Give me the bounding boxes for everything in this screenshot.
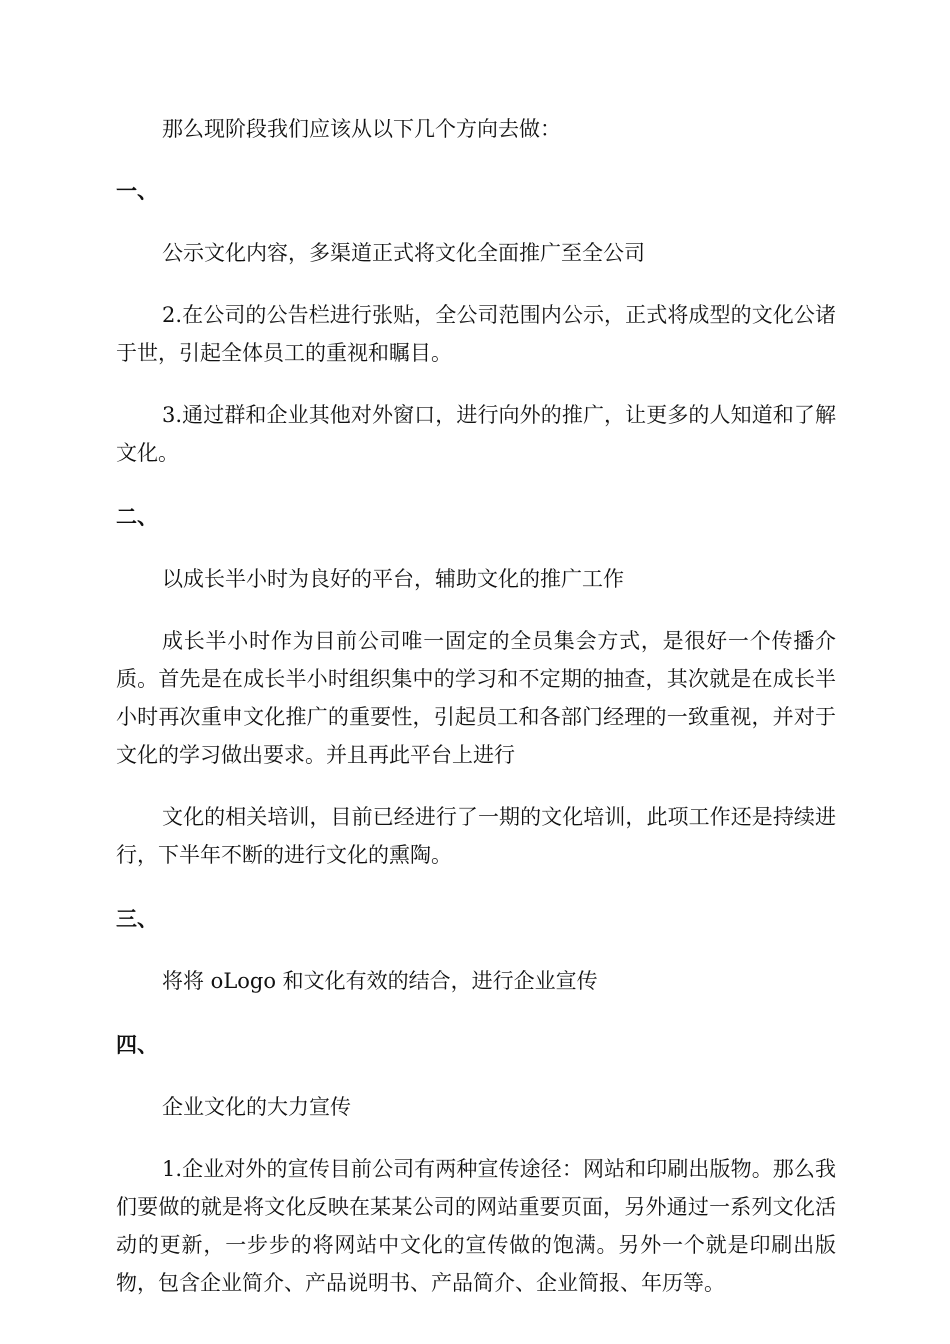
section-heading-4: 四、: [116, 1033, 158, 1057]
document-page: [116, 110, 836, 1302]
section-heading-3: 三、: [116, 907, 158, 931]
section-4-paragraph-1: 企业文化的大力宣传: [162, 1095, 351, 1119]
section-1-paragraph-1: 公示文化内容，多渠道正式将文化全面推广至全公司: [162, 241, 645, 265]
section-3-paragraph-1: 将将 oLogo 和文化有效的结合，进行企业宣传: [162, 969, 598, 993]
section-heading-1: 一、: [116, 179, 158, 203]
section-4-paragraph-2: 1.企业对外的宣传目前公司有两种宣传途径：网站和印刷出版物。那么我们要做的就是将文化反映在某某公司的网站重要页面，另外通过一系列文化活动的更新，一步步的将网站中文化的宣传做的饱满。另外一个就是印刷出版物，包含企业简介、产品说明书、产品简介、企业简报、年历等。: [116, 1157, 836, 1295]
section-heading-2: 二、: [116, 505, 158, 529]
section-2-paragraph-2: 成长半小时作为目前公司唯一固定的全员集会方式，是很好一个传播介质。首先是在成长半小时组织集中的学习和不定期的抽查，其次就是在成长半小时再次重申文化推广的重要性，引起员工和各部门经理的一致重视，并对于文化的学习做出要求。并且再此平台上进行: [116, 629, 836, 767]
section-2-paragraph-3: 文化的相关培训，目前已经进行了一期的文化培训，此项工作还是持续进行，下半年不断的进行文化的熏陶。: [116, 805, 836, 867]
intro-paragraph: 那么现阶段我们应该从以下几个方向去做：: [162, 117, 561, 141]
section-1-paragraph-3: 3.通过群和企业其他对外窗口，进行向外的推广，让更多的人知道和了解文化。: [116, 403, 836, 465]
section-2-paragraph-1: 以成长半小时为良好的平台，辅助文化的推广工作: [162, 567, 624, 591]
section-1-paragraph-2: 2.在公司的公告栏进行张贴，全公司范围内公示，正式将成型的文化公诸于世，引起全体员工的重视和瞩目。: [116, 303, 836, 365]
